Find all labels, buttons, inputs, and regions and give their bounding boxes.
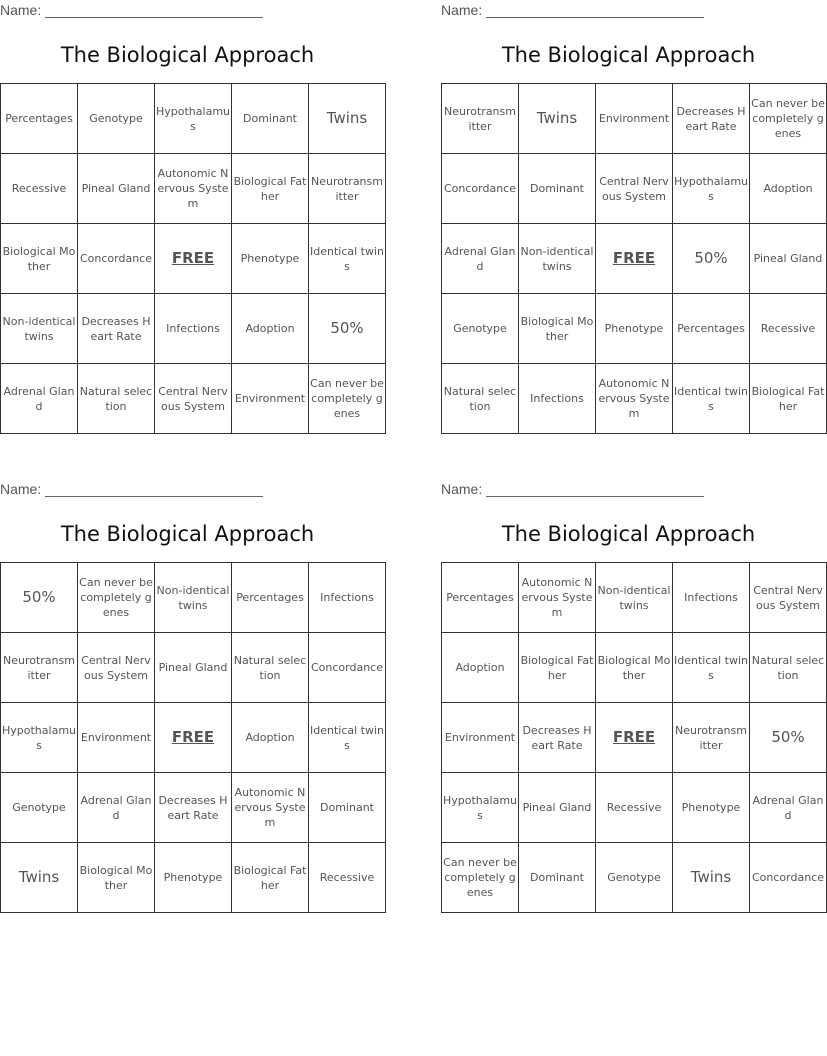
name-label: Name: (441, 2, 483, 18)
grid-row (1, 703, 386, 773)
bingo-cell[interactable]: Biological Mother (78, 843, 155, 913)
grid-row (442, 294, 827, 364)
bingo-grid (441, 562, 827, 913)
bingo-cell[interactable]: Identical twins (673, 633, 750, 703)
name-line[interactable] (45, 4, 263, 18)
bingo-cell[interactable]: Adrenal Gland (442, 224, 519, 294)
bingo-cell[interactable]: Twins (519, 84, 596, 154)
bingo-cell[interactable]: Environment (442, 703, 519, 773)
bingo-cell[interactable]: Infections (519, 364, 596, 434)
name-line[interactable] (486, 4, 704, 18)
bingo-cell[interactable]: Genotype (596, 843, 673, 913)
bingo-card-2 (441, 0, 825, 440)
bingo-cell[interactable]: Twins (309, 84, 386, 154)
bingo-cell[interactable]: Adoption (750, 154, 827, 224)
bingo-cell[interactable]: Concordance (78, 224, 155, 294)
bingo-cell[interactable]: Autonomic Nervous System (519, 563, 596, 633)
bingo-cell[interactable]: Non-identical twins (596, 563, 673, 633)
bingo-cell[interactable]: 50% (1, 563, 78, 633)
bingo-cell[interactable]: Percentages (232, 563, 309, 633)
bingo-cell[interactable]: Dominant (519, 154, 596, 224)
bingo-cell[interactable]: Biological Father (519, 633, 596, 703)
name-field[interactable] (0, 481, 263, 497)
bingo-cell[interactable]: Concordance (309, 633, 386, 703)
bingo-cell[interactable]: Hypothalamus (155, 84, 232, 154)
bingo-cell[interactable]: Decreases Heart Rate (155, 773, 232, 843)
bingo-cell[interactable]: Pineal Gland (78, 154, 155, 224)
bingo-cell[interactable]: Phenotype (596, 294, 673, 364)
bingo-cell[interactable]: Genotype (442, 294, 519, 364)
grid-row (1, 84, 386, 154)
bingo-cell[interactable]: Autonomic Nervous System (155, 154, 232, 224)
bingo-cell[interactable]: Adrenal Gland (1, 364, 78, 434)
bingo-cell[interactable]: Dominant (232, 84, 309, 154)
bingo-cell[interactable]: Biological Father (232, 154, 309, 224)
bingo-grid (441, 83, 827, 434)
bingo-cell[interactable]: Dominant (519, 843, 596, 913)
bingo-grid (0, 83, 386, 434)
bingo-cell[interactable]: 50% (750, 703, 827, 773)
bingo-cell[interactable]: Decreases Heart Rate (673, 84, 750, 154)
name-label: Name: (441, 481, 483, 497)
card-title: The Biological Approach (501, 43, 756, 67)
grid-row (1, 773, 386, 843)
grid-row (1, 294, 386, 364)
bingo-cell[interactable]: Central Nervous System (78, 633, 155, 703)
bingo-cell[interactable]: Environment (232, 364, 309, 434)
bingo-cell[interactable]: Adrenal Gland (78, 773, 155, 843)
card-title: The Biological Approach (501, 522, 756, 546)
bingo-cell[interactable]: Recessive (750, 294, 827, 364)
bingo-cell[interactable]: Can never be completely genes (78, 563, 155, 633)
bingo-cell[interactable]: Central Nervous System (750, 563, 827, 633)
bingo-cell[interactable]: Biological Father (750, 364, 827, 434)
grid-row (442, 773, 827, 843)
bingo-cell[interactable]: Non-identical twins (155, 563, 232, 633)
bingo-cell[interactable]: 50% (309, 294, 386, 364)
bingo-cell[interactable]: Non-identical twins (1, 294, 78, 364)
bingo-cell[interactable]: Natural selection (442, 364, 519, 434)
bingo-cell[interactable]: Phenotype (673, 773, 750, 843)
bingo-cell[interactable]: Natural selection (232, 633, 309, 703)
bingo-cell[interactable]: Infections (673, 563, 750, 633)
bingo-card-1 (0, 0, 385, 440)
bingo-cell[interactable]: Biological Mother (596, 633, 673, 703)
bingo-cell[interactable]: Infections (155, 294, 232, 364)
grid-row (1, 364, 386, 434)
bingo-cell[interactable]: Can never be completely genes (750, 84, 827, 154)
name-label: Name: (0, 2, 42, 18)
grid-row (1, 563, 386, 633)
name-label: Name: (0, 481, 42, 497)
name-field[interactable] (441, 2, 704, 18)
bingo-cell[interactable]: Recessive (1, 154, 78, 224)
bingo-cell[interactable]: Autonomic Nervous System (232, 773, 309, 843)
bingo-cell[interactable]: Can never be completely genes (442, 843, 519, 913)
name-line[interactable] (45, 483, 263, 497)
bingo-cell[interactable]: Pineal Gland (750, 224, 827, 294)
bingo-cell[interactable]: Neurotransmitter (309, 154, 386, 224)
grid-row (442, 224, 827, 294)
bingo-grid (0, 562, 386, 913)
free-space[interactable]: FREE (155, 224, 232, 294)
bingo-cell[interactable]: Autonomic Nervous System (596, 364, 673, 434)
bingo-cell[interactable]: Concordance (750, 843, 827, 913)
bingo-cell[interactable]: Identical twins (309, 224, 386, 294)
bingo-cell[interactable]: 50% (673, 224, 750, 294)
bingo-cell[interactable]: Adrenal Gland (750, 773, 827, 843)
bingo-cell[interactable]: Genotype (78, 84, 155, 154)
bingo-cell[interactable]: Twins (1, 843, 78, 913)
bingo-cell[interactable]: Biological Mother (519, 294, 596, 364)
bingo-card-4 (441, 479, 825, 919)
card-title: The Biological Approach (60, 522, 315, 546)
bingo-cell[interactable]: Infections (309, 563, 386, 633)
bingo-card-3 (0, 479, 385, 919)
grid-row (442, 843, 827, 913)
bingo-cell[interactable]: Central Nervous System (596, 154, 673, 224)
bingo-cell[interactable]: Environment (596, 84, 673, 154)
bingo-cell[interactable]: Phenotype (232, 224, 309, 294)
bingo-cell[interactable]: Percentages (1, 84, 78, 154)
bingo-cell[interactable]: Identical twins (309, 703, 386, 773)
bingo-cell[interactable]: Identical twins (673, 364, 750, 434)
grid-row (1, 154, 386, 224)
bingo-cell[interactable]: Dominant (309, 773, 386, 843)
bingo-cell[interactable]: Recessive (309, 843, 386, 913)
grid-row (442, 563, 827, 633)
bingo-cell[interactable]: Decreases Heart Rate (519, 703, 596, 773)
free-space[interactable]: FREE (596, 224, 673, 294)
bingo-cell[interactable]: Phenotype (155, 843, 232, 913)
bingo-cell[interactable]: Pineal Gland (155, 633, 232, 703)
bingo-cell[interactable]: Biological Father (232, 843, 309, 913)
bingo-cell[interactable]: Can never be completely genes (309, 364, 386, 434)
grid-row (442, 364, 827, 434)
name-field[interactable] (0, 2, 263, 18)
bingo-cell[interactable]: Twins (673, 843, 750, 913)
bingo-cell[interactable]: Percentages (442, 563, 519, 633)
bingo-cell[interactable]: Natural selection (78, 364, 155, 434)
grid-row (442, 703, 827, 773)
bingo-cell[interactable]: Decreases Heart Rate (78, 294, 155, 364)
bingo-cell[interactable]: Hypothalamus (442, 773, 519, 843)
bingo-cell[interactable]: Central Nervous System (155, 364, 232, 434)
grid-row (1, 633, 386, 703)
grid-row (442, 84, 827, 154)
bingo-cell[interactable]: Adoption (232, 294, 309, 364)
bingo-cell[interactable]: Non-identical twins (519, 224, 596, 294)
bingo-cell[interactable]: Hypothalamus (673, 154, 750, 224)
name-field[interactable] (441, 481, 704, 497)
bingo-cell[interactable]: Pineal Gland (519, 773, 596, 843)
bingo-cell[interactable]: Neurotransmitter (1, 633, 78, 703)
bingo-cell[interactable]: Adoption (442, 633, 519, 703)
bingo-cell[interactable]: Percentages (673, 294, 750, 364)
bingo-cell[interactable]: Hypothalamus (1, 703, 78, 773)
bingo-cell[interactable]: Genotype (1, 773, 78, 843)
grid-row (1, 843, 386, 913)
bingo-cell[interactable]: Environment (78, 703, 155, 773)
grid-row (442, 154, 827, 224)
free-space[interactable]: FREE (155, 703, 232, 773)
bingo-cell[interactable]: Neurotransmitter (673, 703, 750, 773)
bingo-cell[interactable]: Biological Mother (1, 224, 78, 294)
bingo-cell[interactable]: Recessive (596, 773, 673, 843)
card-title: The Biological Approach (60, 43, 315, 67)
bingo-cell[interactable]: Natural selection (750, 633, 827, 703)
free-space[interactable]: FREE (596, 703, 673, 773)
grid-row (1, 224, 386, 294)
bingo-cell[interactable]: Neurotransmitter (442, 84, 519, 154)
name-line[interactable] (486, 483, 704, 497)
bingo-cell[interactable]: Adoption (232, 703, 309, 773)
grid-row (442, 633, 827, 703)
bingo-cell[interactable]: Concordance (442, 154, 519, 224)
